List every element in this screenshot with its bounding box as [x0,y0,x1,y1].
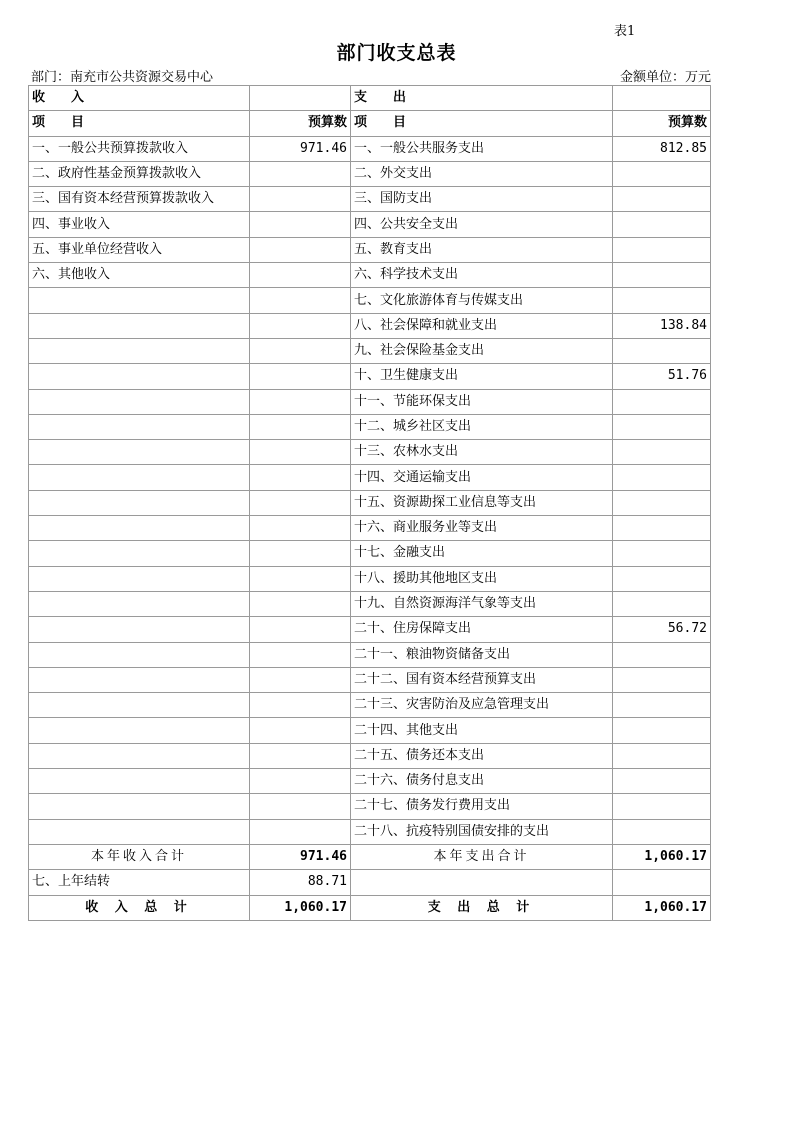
income-item-cell [29,465,250,490]
income-item-cell [29,591,250,616]
income-amount-cell [250,617,351,642]
income-amount-cell [250,364,351,389]
income-amount-cell [250,541,351,566]
department-label: 部门：南充市公共资源交易中心 [31,70,214,85]
income-amount-cell [250,161,351,186]
income-amount-cell [250,516,351,541]
income-amount-cell [250,389,351,414]
expense-amount-cell [613,794,711,819]
income-item-cell: 一、一般公共预算拨款收入 [29,136,250,161]
expense-amount-cell [613,414,711,439]
expense-amount-cell [613,288,711,313]
grand-total-row [29,895,711,920]
table-row [29,591,711,616]
expense-amount-cell [613,440,711,465]
carryover-expense-blank [351,870,613,895]
income-item-header: 项 目 [29,111,250,136]
section-header-row [29,86,711,111]
expense-amount-cell [613,389,711,414]
expense-amount-cell [613,338,711,363]
carryover-label: 七、上年结转 [29,870,250,895]
expense-item-cell: 十九、自然资源海洋气象等支出 [351,591,613,616]
income-item-cell [29,718,250,743]
income-item-cell [29,566,250,591]
table-row [29,490,711,515]
table-row [29,414,711,439]
income-item-cell [29,288,250,313]
grand-expense-total: 1,060.17 [613,895,711,920]
income-amount-cell [250,313,351,338]
table-row [29,743,711,768]
carryover-amount: 88.71 [250,870,351,895]
expense-amount-cell [613,566,711,591]
income-amount-cell [250,718,351,743]
income-item-cell [29,642,250,667]
table-row [29,136,711,161]
income-item-cell: 二、政府性基金预算拨款收入 [29,161,250,186]
income-amount-cell [250,693,351,718]
income-amount-cell [250,667,351,692]
income-item-cell [29,364,250,389]
expense-amount-cell [613,212,711,237]
expense-amount-cell [613,541,711,566]
expense-amount-cell [613,642,711,667]
income-item-cell: 四、事业收入 [29,212,250,237]
expense-item-cell: 二十、住房保障支出 [351,617,613,642]
carryover-expense-amount-blank [613,870,711,895]
expense-item-cell: 七、文化旅游体育与传媒支出 [351,288,613,313]
table-row [29,718,711,743]
income-item-cell [29,794,250,819]
expense-amount-cell: 56.72 [613,617,711,642]
expense-amount-cell [613,667,711,692]
expense-item-cell: 十五、资源勘探工业信息等支出 [351,490,613,515]
year-income-total-label: 本年收入合计 [29,844,250,869]
year-total-row [29,844,711,869]
table-row [29,313,711,338]
table-row [29,642,711,667]
budget-summary-table [28,85,711,921]
table-row [29,212,711,237]
income-amount-cell [250,338,351,363]
expense-item-cell: 二十七、债务发行费用支出 [351,794,613,819]
expense-section-blank [613,86,711,111]
income-item-cell [29,490,250,515]
expense-budget-header: 预算数 [613,111,711,136]
income-item-cell: 五、事业单位经营收入 [29,237,250,262]
unit-label: 金额单位：万元 [619,70,711,85]
income-item-cell [29,313,250,338]
year-expense-total-label: 本年支出合计 [351,844,613,869]
expense-amount-cell [613,161,711,186]
expense-amount-cell: 812.85 [613,136,711,161]
expense-item-cell: 十一、节能环保支出 [351,389,613,414]
table-row [29,667,711,692]
expense-item-cell: 二十六、债务付息支出 [351,769,613,794]
expense-item-cell: 一、一般公共服务支出 [351,136,613,161]
expense-amount-cell [613,516,711,541]
expense-item-cell: 十、卫生健康支出 [351,364,613,389]
expense-item-cell: 二十八、抗疫特别国债安排的支出 [351,819,613,844]
expense-item-cell: 九、社会保险基金支出 [351,338,613,363]
income-amount-cell [250,440,351,465]
table-row [29,566,711,591]
income-item-cell [29,769,250,794]
table-row [29,617,711,642]
income-amount-cell [250,414,351,439]
expense-item-cell: 十六、商业服务业等支出 [351,516,613,541]
table-row [29,769,711,794]
income-item-cell [29,389,250,414]
expense-amount-cell [613,263,711,288]
expense-item-cell: 十八、援助其他地区支出 [351,566,613,591]
expense-item-cell: 二十四、其他支出 [351,718,613,743]
income-amount-cell [250,490,351,515]
income-item-cell: 三、国有资本经营预算拨款收入 [29,187,250,212]
income-amount-cell [250,642,351,667]
table-row [29,440,711,465]
income-item-cell [29,440,250,465]
income-item-cell [29,617,250,642]
table-row [29,794,711,819]
income-item-cell [29,516,250,541]
table-row [29,338,711,363]
income-amount-cell: 971.46 [250,136,351,161]
expense-amount-cell [613,465,711,490]
expense-item-cell: 四、公共安全支出 [351,212,613,237]
year-expense-total: 1,060.17 [613,844,711,869]
expense-amount-cell [613,718,711,743]
expense-amount-cell [613,693,711,718]
expense-section-header: 支 出 [351,86,613,111]
income-amount-cell [250,263,351,288]
expense-item-cell: 二、外交支出 [351,161,613,186]
income-item-cell [29,667,250,692]
table-row [29,541,711,566]
carryover-row [29,870,711,895]
table-row [29,263,711,288]
table-row [29,161,711,186]
table-row [29,187,711,212]
expense-item-cell: 二十三、灾害防治及应急管理支出 [351,693,613,718]
table-row [29,516,711,541]
income-amount-cell [250,237,351,262]
income-amount-cell [250,288,351,313]
table-row [29,465,711,490]
table-row [29,288,711,313]
expense-item-header: 项 目 [351,111,613,136]
income-item-cell [29,693,250,718]
expense-item-cell: 十四、交通运输支出 [351,465,613,490]
expense-amount-cell [613,490,711,515]
expense-item-cell: 二十二、国有资本经营预算支出 [351,667,613,692]
page-title: 部门收支总表 [336,42,457,64]
expense-amount-cell [613,591,711,616]
income-section-blank [250,86,351,111]
income-item-cell [29,338,250,363]
expense-amount-cell: 138.84 [613,313,711,338]
income-amount-cell [250,591,351,616]
income-amount-cell [250,465,351,490]
income-amount-cell [250,769,351,794]
income-item-cell [29,743,250,768]
expense-amount-cell [613,743,711,768]
table-row [29,237,711,262]
table-row [29,693,711,718]
table-row [29,389,711,414]
income-amount-cell [250,212,351,237]
income-item-cell [29,819,250,844]
expense-item-cell: 十二、城乡社区支出 [351,414,613,439]
expense-item-cell: 六、科学技术支出 [351,263,613,288]
income-section-header: 收 入 [29,86,250,111]
income-item-cell [29,414,250,439]
expense-item-cell: 十七、金融支出 [351,541,613,566]
column-header-row [29,111,711,136]
expense-item-cell: 二十五、债务还本支出 [351,743,613,768]
income-amount-cell [250,566,351,591]
income-item-cell: 六、其他收入 [29,263,250,288]
expense-item-cell: 三、国防支出 [351,187,613,212]
income-amount-cell [250,743,351,768]
income-amount-cell [250,819,351,844]
expense-amount-cell [613,769,711,794]
expense-item-cell: 八、社会保障和就业支出 [351,313,613,338]
table-number: 表1 [614,24,636,39]
income-amount-cell [250,187,351,212]
expense-amount-cell [613,237,711,262]
expense-item-cell: 五、教育支出 [351,237,613,262]
expense-item-cell: 十三、农林水支出 [351,440,613,465]
grand-income-total: 1,060.17 [250,895,351,920]
expense-amount-cell [613,819,711,844]
table-row [29,364,711,389]
year-income-total: 971.46 [250,844,351,869]
expense-amount-cell [613,187,711,212]
grand-expense-total-label: 支 出 总 计 [351,895,613,920]
expense-item-cell: 二十一、粮油物资储备支出 [351,642,613,667]
income-item-cell [29,541,250,566]
income-amount-cell [250,794,351,819]
table-row [29,819,711,844]
expense-amount-cell: 51.76 [613,364,711,389]
grand-income-total-label: 收 入 总 计 [29,895,250,920]
income-budget-header: 预算数 [250,111,351,136]
